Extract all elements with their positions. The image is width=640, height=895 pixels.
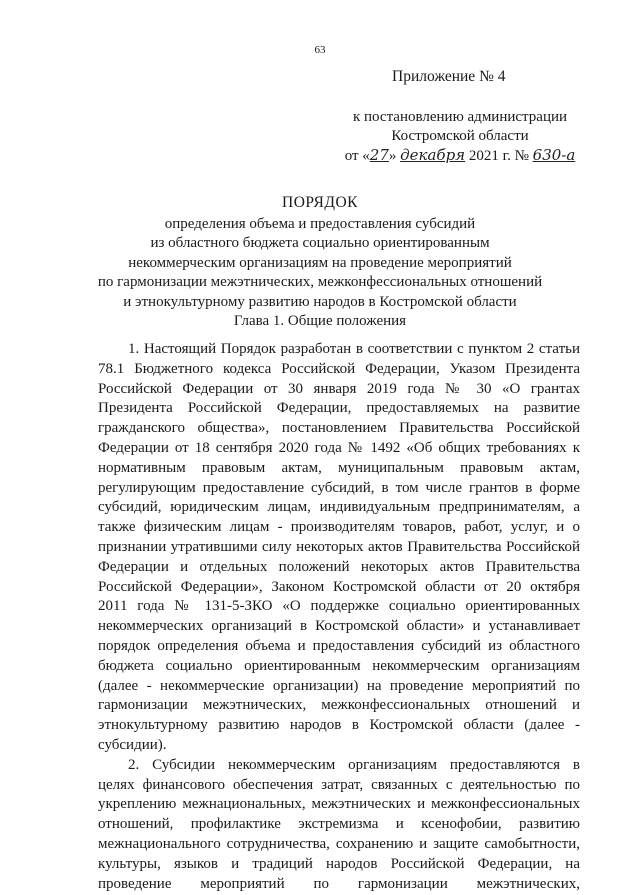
body-line: также физическим лицам - производителям товаров, работ, услуг, и о xyxy=(98,519,580,536)
handwritten-number: 630-а xyxy=(532,146,576,164)
body-line: 1. Настоящий Порядок разработан в соответствии с пунктом 2 статьи xyxy=(128,341,580,357)
body-line: нормативным правовым актам, муниципальным правовым актам, xyxy=(98,459,580,476)
body-line: этнокультурному развитию народов в Костромской области (далее - xyxy=(98,717,580,734)
body-line: культуры, языков и традиций народов Российской Федерации, на xyxy=(98,855,580,872)
body-line: некоммерческих организаций в Костромской области» и устанавливает xyxy=(98,618,580,635)
document-title xyxy=(90,193,550,312)
body-line: субсидии). xyxy=(98,736,167,753)
date-prefix: от « xyxy=(344,148,370,164)
body-line: укреплению межнациональных, межэтнических и межконфессиональных xyxy=(98,796,580,813)
body-line: Федерации и отдельных положений некоторых актов Правительства xyxy=(98,558,580,575)
title-line: из областного бюджета социально ориентированным xyxy=(150,235,490,251)
decree-line-2: Костромской области xyxy=(391,128,529,144)
page-number: 63 xyxy=(314,44,326,56)
body-line: порядок определения объема и предоставления субсидий из областного xyxy=(98,637,580,654)
title-line: определения объема и предоставления субсидий xyxy=(164,215,476,232)
year-text: 2021 г. № xyxy=(468,148,529,164)
body-line: Российской Федерации от 30 января 2019 года № 30 «О грантах xyxy=(98,380,580,397)
body-line: Федерации от 18 сентября 2020 года № 1492 «Об общих требованиях к xyxy=(98,439,580,456)
body-line: Российской Федерации», Законом Костромской области от 20 октября xyxy=(98,578,580,595)
body-line: проведение мероприятий по гармонизации межэтнических, xyxy=(98,875,580,892)
body-line: 2011 года № 131-5-ЗКО «О поддержке социально ориентированных xyxy=(98,598,580,615)
title-line: по гармонизации межэтнических, межконфессиональных отношений xyxy=(97,274,543,290)
title-line: некоммерческим организациям на проведение мероприятий xyxy=(128,254,512,271)
handwritten-month: декабря xyxy=(400,146,466,164)
body-line: бюджета социально ориентированным некоммерческим организациям xyxy=(98,657,580,674)
date-mid: » xyxy=(388,148,397,164)
body-line: регулирующим предоставление субсидий, в том числе грантов в форме xyxy=(98,479,580,496)
body-line: отношений, профилактике экстремизма и ксенофобии, развитию xyxy=(98,816,580,833)
title-heading: ПОРЯДОК xyxy=(282,194,358,211)
body-line: межнационального сотрудничества, сохранению и защите самобытности, xyxy=(98,835,580,852)
decree-date-line xyxy=(330,146,590,166)
body-line: признании утратившими силу некоторых актов Правительства Российской xyxy=(98,538,580,555)
chapter-heading: Глава 1. Общие положения xyxy=(233,313,407,329)
document-body xyxy=(98,340,580,894)
decree-line-1: к постановлению администрации xyxy=(352,109,568,125)
body-line: целях финансового обеспечения затрат, связанных с деятельностью по xyxy=(98,776,580,793)
title-line: и этнокультурному развитию народов в Костромской области xyxy=(123,293,517,310)
appendix-title: Приложение № 4 xyxy=(392,68,506,85)
body-line: Президента Российской Федерации, предоставляемых на развитие xyxy=(98,400,580,417)
body-line: гражданского общества», постановлением Правительства Российской xyxy=(98,420,580,437)
handwritten-day: 27 xyxy=(369,146,389,164)
body-line: (далее - некоммерческие организации) на проведение мероприятий по xyxy=(98,677,580,694)
body-line: гармонизации межэтнических, межконфессиональных отношений и xyxy=(98,697,580,714)
decree-reference xyxy=(330,108,590,166)
body-line: 2. Субсидии некоммерческим организациям предоставляются в xyxy=(128,756,580,773)
body-line: субсидий, юридическим лицам, индивидуальным предпринимателям, а xyxy=(98,499,580,516)
body-line: 78.1 Бюджетного кодекса Российской Федерации, Указом Президента xyxy=(98,360,580,377)
